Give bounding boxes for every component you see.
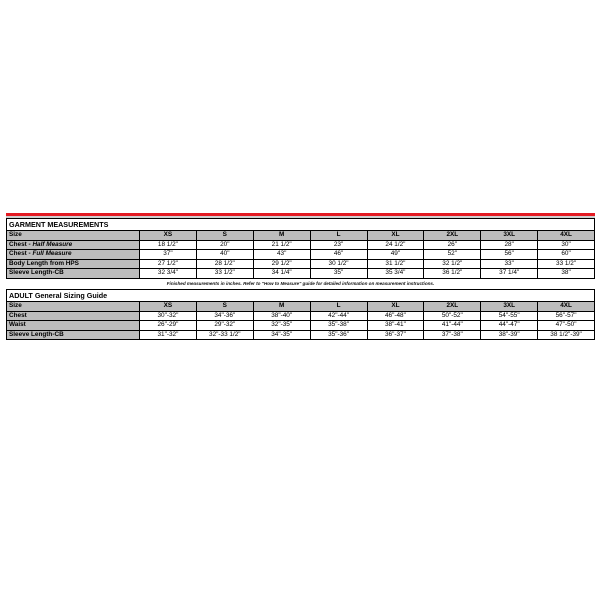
- row-label: Chest: [7, 311, 140, 321]
- table-cell: 44"-47": [481, 321, 538, 331]
- size-header-label: Size: [7, 231, 140, 241]
- row-label-text: Chest -: [9, 240, 33, 248]
- table-cell: 47"-50": [538, 321, 595, 331]
- adult-sizing-table: [6, 289, 595, 340]
- table-cell: 49": [367, 250, 424, 260]
- table-cell: 30 1/2": [310, 259, 367, 269]
- table-cell: 35 3/4": [367, 269, 424, 279]
- table-row: [7, 330, 595, 340]
- row-label-text: Chest -: [9, 250, 33, 258]
- table-cell: 34 1/4": [253, 269, 310, 279]
- table-cell: 38"-40": [253, 311, 310, 321]
- table-cell: 35"-36": [310, 330, 367, 340]
- table-cell: 54"-55": [481, 311, 538, 321]
- size-header-cell: XL: [367, 231, 424, 241]
- table-cell: 30": [538, 240, 595, 250]
- table-cell: 21 1/2": [253, 240, 310, 250]
- table-cell: 30"-32": [140, 311, 197, 321]
- table-cell: 20": [196, 240, 253, 250]
- size-header-label: Size: [7, 301, 140, 311]
- row-label: Waist: [7, 321, 140, 331]
- size-header-cell: 4XL: [538, 231, 595, 241]
- size-header-cell: S: [196, 231, 253, 241]
- row-label: [7, 250, 140, 260]
- table-cell: 26": [424, 240, 481, 250]
- table-cell: 31"-32": [140, 330, 197, 340]
- table-cell: 50"-52": [424, 311, 481, 321]
- table-cell: 38"-41": [367, 321, 424, 331]
- table-cell: 37 1/4": [481, 269, 538, 279]
- table-cell: 38": [538, 269, 595, 279]
- size-header-cell: M: [253, 301, 310, 311]
- table-cell: 43": [253, 250, 310, 260]
- table-cell: 35"-38": [310, 321, 367, 331]
- size-header-cell: 3XL: [481, 301, 538, 311]
- garment-measurements-table: [6, 218, 595, 279]
- size-chart: [6, 213, 595, 340]
- table-cell: 46": [310, 250, 367, 260]
- size-header-cell: M: [253, 231, 310, 241]
- size-header-row: [7, 301, 595, 311]
- table-cell: 46"-48": [367, 311, 424, 321]
- table-cell: 23": [310, 240, 367, 250]
- table-cell: 40": [196, 250, 253, 260]
- table-cell: 34"-35": [253, 330, 310, 340]
- adult-sizing-title: ADULT General Sizing Guide: [7, 289, 595, 301]
- table-cell: 26"-29": [140, 321, 197, 331]
- table-cell: 27 1/2": [140, 259, 197, 269]
- table-cell: 38 1/2"-39": [538, 330, 595, 340]
- table-cell: 32 1/2": [424, 259, 481, 269]
- table-row: [7, 311, 595, 321]
- row-label: [7, 259, 140, 269]
- size-header-cell: 2XL: [424, 231, 481, 241]
- table-cell: 33": [481, 259, 538, 269]
- table-row: [7, 240, 595, 250]
- row-label-text: Body Length from HPS: [9, 259, 79, 267]
- row-label-emphasis: Half Measure: [32, 240, 73, 248]
- table-cell: 34"-36": [196, 311, 253, 321]
- table-cell: 35": [310, 269, 367, 279]
- table-cell: 31 1/2": [367, 259, 424, 269]
- table-cell: 28": [481, 240, 538, 250]
- table-cell: 38"-39": [481, 330, 538, 340]
- size-header-cell: L: [310, 231, 367, 241]
- table-cell: 56"-57": [538, 311, 595, 321]
- size-header-cell: 4XL: [538, 301, 595, 311]
- table-cell: 32"-35": [253, 321, 310, 331]
- table-cell: 37": [140, 250, 197, 260]
- measurement-note: Finished measurements in inches. Refer to "How to Measure" guide for detailed information on measurement instructions.: [166, 280, 435, 286]
- row-label-emphasis: Full Measure: [32, 250, 72, 258]
- table-row: [7, 321, 595, 331]
- table-cell: 37"-38": [424, 330, 481, 340]
- size-header-cell: XS: [140, 231, 197, 241]
- row-label: [7, 269, 140, 279]
- table-cell: 24 1/2": [367, 240, 424, 250]
- table-cell: 33 1/2": [196, 269, 253, 279]
- table-cell: 32"-33 1/2": [196, 330, 253, 340]
- row-label-text: Sleeve Length-CB: [9, 269, 64, 277]
- garment-measurements-title: GARMENT MEASUREMENTS: [7, 219, 595, 231]
- table-row: [7, 250, 595, 260]
- table-cell: 52": [424, 250, 481, 260]
- row-label: Sleeve Length-CB: [7, 330, 140, 340]
- table-cell: 29"-32": [196, 321, 253, 331]
- size-header-row: [7, 231, 595, 241]
- table-row: [7, 269, 595, 279]
- size-header-cell: S: [196, 301, 253, 311]
- table-cell: 32 3/4": [140, 269, 197, 279]
- table-cell: 36"-37": [367, 330, 424, 340]
- size-header-cell: L: [310, 301, 367, 311]
- size-header-cell: 3XL: [481, 231, 538, 241]
- row-label: [7, 240, 140, 250]
- table-cell: 56": [481, 250, 538, 260]
- size-header-cell: 2XL: [424, 301, 481, 311]
- table-cell: 60": [538, 250, 595, 260]
- table-cell: 36 1/2": [424, 269, 481, 279]
- table-cell: 29 1/2": [253, 259, 310, 269]
- table-row: [7, 259, 595, 269]
- size-header-cell: XS: [140, 301, 197, 311]
- size-header-cell: XL: [367, 301, 424, 311]
- table-cell: 18 1/2": [140, 240, 197, 250]
- table-cell: 42"-44": [310, 311, 367, 321]
- table-cell: 28 1/2": [196, 259, 253, 269]
- table-cell: 41"-44": [424, 321, 481, 331]
- table-cell: 33 1/2": [538, 259, 595, 269]
